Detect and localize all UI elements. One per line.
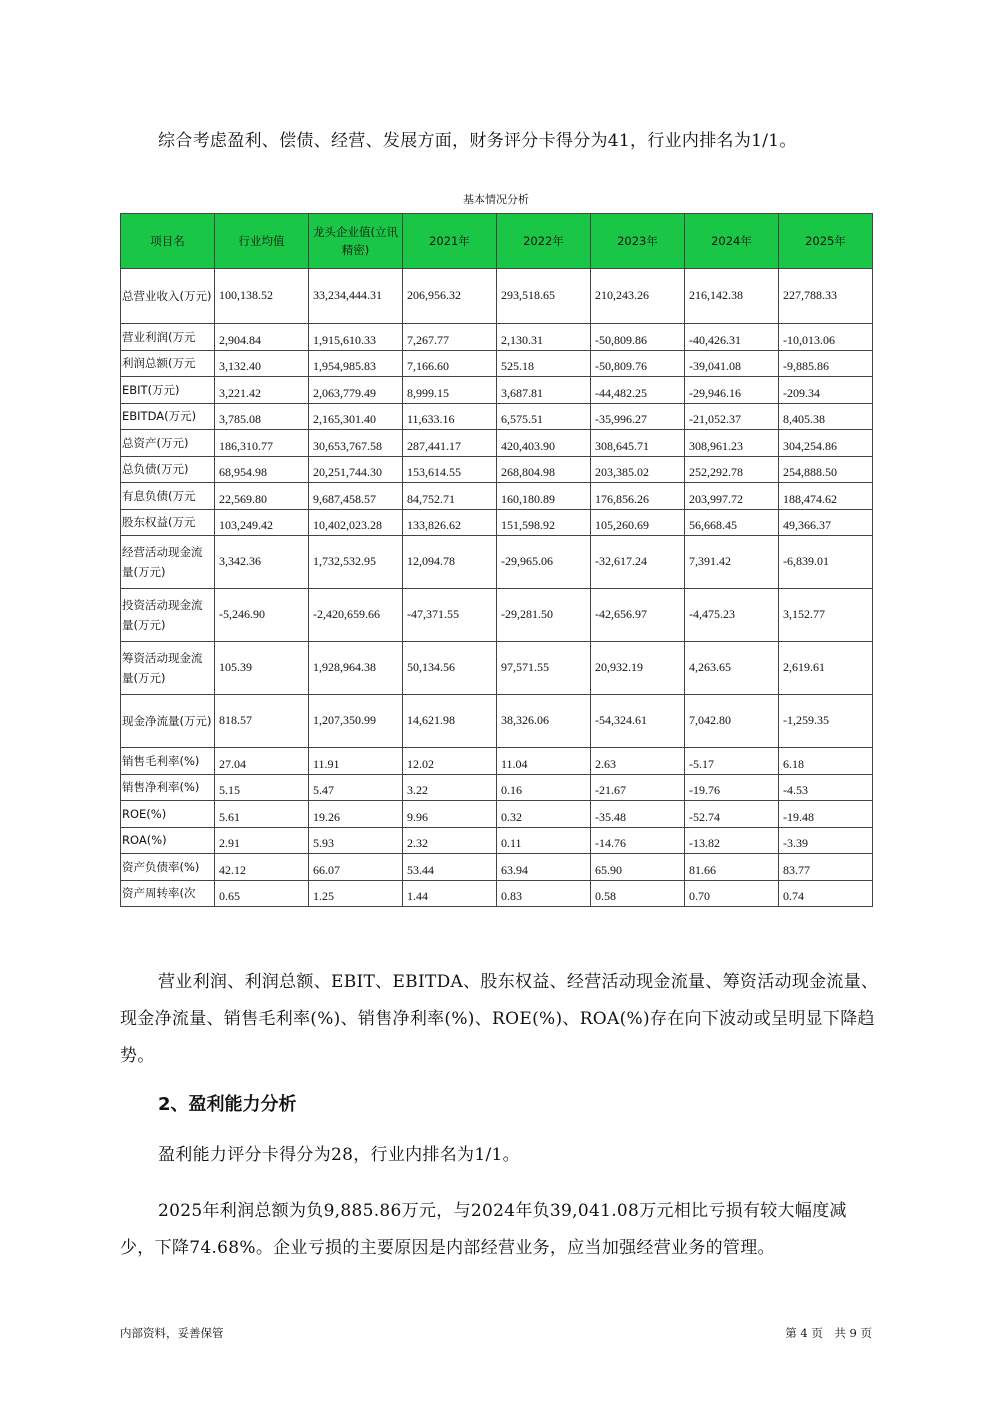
table-cell: 56,668.45 <box>685 509 779 536</box>
table-cell: 12,094.78 <box>403 536 497 589</box>
table-cell: 254,888.50 <box>779 456 873 483</box>
intro-paragraph: 综合考虑盈利、偿债、经营、发展方面，财务评分卡得分为41，行业内排名为1/1。 <box>158 131 797 151</box>
table-cell: 1,928,964.38 <box>309 642 403 695</box>
row-label: 股东权益(万元 <box>121 509 215 536</box>
row-label: 资产周转率(次 <box>121 880 215 907</box>
column-header: 2023年 <box>591 214 685 269</box>
table-cell: 65.90 <box>591 854 685 881</box>
table-cell: 151,598.92 <box>497 509 591 536</box>
table-cell: 186,310.77 <box>215 430 309 457</box>
column-header: 项目名 <box>121 214 215 269</box>
table-cell: 3,152.77 <box>779 589 873 642</box>
row-label: 经营活动现金流量(万元) <box>121 536 215 589</box>
row-label: 总资产(万元) <box>121 430 215 457</box>
table-cell: 2.63 <box>591 748 685 775</box>
table-cell: 66.07 <box>309 854 403 881</box>
table-cell: -47,371.55 <box>403 589 497 642</box>
table-cell: 11.04 <box>497 748 591 775</box>
table-cell: 203,385.02 <box>591 456 685 483</box>
table-row <box>121 403 873 430</box>
row-label: ROA(%) <box>121 827 215 854</box>
table-cell: 20,251,744.30 <box>309 456 403 483</box>
table-cell: 1.25 <box>309 880 403 907</box>
table-cell: 2,904.84 <box>215 324 309 351</box>
table-cell: 7,042.80 <box>685 695 779 748</box>
table-cell: 7,267.77 <box>403 324 497 351</box>
table-cell: 5.15 <box>215 774 309 801</box>
table-row <box>121 748 873 775</box>
table-row <box>121 642 873 695</box>
table-cell: 0.70 <box>685 880 779 907</box>
table-cell: 103,249.42 <box>215 509 309 536</box>
table-cell: 105,260.69 <box>591 509 685 536</box>
table-row <box>121 430 873 457</box>
table-cell: 38,326.06 <box>497 695 591 748</box>
table-cell: 12.02 <box>403 748 497 775</box>
score-paragraph: 盈利能力评分卡得分为28，行业内排名为1/1。 <box>158 1145 520 1165</box>
table-cell: 8,405.38 <box>779 403 873 430</box>
table-cell: 63.94 <box>497 854 591 881</box>
table-row <box>121 774 873 801</box>
table-cell: 2,619.61 <box>779 642 873 695</box>
table-cell: 5.47 <box>309 774 403 801</box>
table-cell: 9,687,458.57 <box>309 483 403 510</box>
table-cell: 105.39 <box>215 642 309 695</box>
column-header: 2024年 <box>685 214 779 269</box>
table-cell: 2.32 <box>403 827 497 854</box>
table-cell: 287,441.17 <box>403 430 497 457</box>
row-label: 销售净利率(%) <box>121 774 215 801</box>
table-cell: 11.91 <box>309 748 403 775</box>
table-body <box>121 269 873 907</box>
table-cell: -35,996.27 <box>591 403 685 430</box>
table-cell: -5,246.90 <box>215 589 309 642</box>
table-cell: 14,621.98 <box>403 695 497 748</box>
table-cell: 2.91 <box>215 827 309 854</box>
table-row <box>121 483 873 510</box>
table-caption: 基本情况分析 <box>463 193 529 206</box>
table-cell: 27.04 <box>215 748 309 775</box>
table-cell: 176,856.26 <box>591 483 685 510</box>
table-cell: 3.22 <box>403 774 497 801</box>
table-cell: 6.18 <box>779 748 873 775</box>
table-cell: 11,633.16 <box>403 403 497 430</box>
table-cell: 3,342.36 <box>215 536 309 589</box>
table-cell: 3,221.42 <box>215 377 309 404</box>
column-header: 2025年 <box>779 214 873 269</box>
table-cell: -10,013.06 <box>779 324 873 351</box>
table-cell: 304,254.86 <box>779 430 873 457</box>
table-cell: 49,366.37 <box>779 509 873 536</box>
table-cell: 6,575.51 <box>497 403 591 430</box>
row-label: 有息负债(万元 <box>121 483 215 510</box>
table-cell: 0.11 <box>497 827 591 854</box>
table-cell: 227,788.33 <box>779 269 873 324</box>
table-cell: -4,475.23 <box>685 589 779 642</box>
row-label: 筹资活动现金流量(万元) <box>121 642 215 695</box>
table-cell: 268,804.98 <box>497 456 591 483</box>
table-cell: -21,052.37 <box>685 403 779 430</box>
table-cell: -4.53 <box>779 774 873 801</box>
table-row <box>121 854 873 881</box>
table-row <box>121 695 873 748</box>
table-cell: 818.57 <box>215 695 309 748</box>
table-cell: 3,785.08 <box>215 403 309 430</box>
table-cell: 5.61 <box>215 801 309 828</box>
column-header: 行业均值 <box>215 214 309 269</box>
table-cell: -29,281.50 <box>497 589 591 642</box>
table-cell: 100,138.52 <box>215 269 309 324</box>
table-row <box>121 456 873 483</box>
table-cell: 84,752.71 <box>403 483 497 510</box>
table-cell: 2,165,301.40 <box>309 403 403 430</box>
table-cell: -209.34 <box>779 377 873 404</box>
trend-paragraph: 营业利润、利润总额、EBIT、EBITDA、股东权益、经营活动现金流量、筹资活动现金流量、现金净流量、销售毛利率(%)、销售净利率(%)、ROE(%)、ROA(%)存在向下波动或呈明显下降趋势。 <box>120 972 879 1066</box>
table-cell: 3,687.81 <box>497 377 591 404</box>
column-header: 龙头企业值(立讯精密) <box>309 214 403 269</box>
table-cell: -29,965.06 <box>497 536 591 589</box>
column-header: 2021年 <box>403 214 497 269</box>
table-cell: -19.76 <box>685 774 779 801</box>
table-cell: -1,259.35 <box>779 695 873 748</box>
table-cell: -42,656.97 <box>591 589 685 642</box>
table-cell: 133,826.62 <box>403 509 497 536</box>
table-row <box>121 350 873 377</box>
table-cell: 153,614.55 <box>403 456 497 483</box>
column-header: 2022年 <box>497 214 591 269</box>
table-row <box>121 536 873 589</box>
table-cell: 216,142.38 <box>685 269 779 324</box>
table-cell: 0.32 <box>497 801 591 828</box>
row-label: ROE(%) <box>121 801 215 828</box>
table-cell: -40,426.31 <box>685 324 779 351</box>
table-cell: 9.96 <box>403 801 497 828</box>
table-cell: 308,645.71 <box>591 430 685 457</box>
profit-detail-paragraph: 2025年利润总额为负9,885.86万元，与2024年负39,041.08万元相比亏损有较大幅度减少，下降74.68%。企业亏损的主要原因是内部经营业务，应当加强经营业务的管理。 <box>120 1201 847 1258</box>
table-cell: 7,391.42 <box>685 536 779 589</box>
table-cell: -50,809.86 <box>591 324 685 351</box>
table-cell: -29,946.16 <box>685 377 779 404</box>
row-label: 现金净流量(万元) <box>121 695 215 748</box>
financial-table <box>120 213 873 907</box>
table-cell: 42.12 <box>215 854 309 881</box>
row-label: 总营业收入(万元) <box>121 269 215 324</box>
row-label: 营业利润(万元 <box>121 324 215 351</box>
table-cell: 5.93 <box>309 827 403 854</box>
table-cell: 83.77 <box>779 854 873 881</box>
table-cell: 50,134.56 <box>403 642 497 695</box>
table-cell: 1,915,610.33 <box>309 324 403 351</box>
table-cell: 1,954,985.83 <box>309 350 403 377</box>
table-cell: -39,041.08 <box>685 350 779 377</box>
table-cell: 252,292.78 <box>685 456 779 483</box>
row-label: 投资活动现金流量(万元) <box>121 589 215 642</box>
table-cell: 22,569.80 <box>215 483 309 510</box>
table-row <box>121 377 873 404</box>
table-row <box>121 509 873 536</box>
section-heading: 2、盈利能力分析 <box>158 1094 297 1115</box>
table-cell: -54,324.61 <box>591 695 685 748</box>
table-row <box>121 269 873 324</box>
table-cell: 0.74 <box>779 880 873 907</box>
table-cell: -9,885.86 <box>779 350 873 377</box>
table-cell: 160,180.89 <box>497 483 591 510</box>
table-cell: 0.83 <box>497 880 591 907</box>
row-label: 利润总额(万元 <box>121 350 215 377</box>
table-cell: -2,420,659.66 <box>309 589 403 642</box>
table-cell: -44,482.25 <box>591 377 685 404</box>
table-cell: -3.39 <box>779 827 873 854</box>
table-cell: 210,243.26 <box>591 269 685 324</box>
table-row <box>121 589 873 642</box>
table-row <box>121 324 873 351</box>
table-row <box>121 827 873 854</box>
table-cell: 7,166.60 <box>403 350 497 377</box>
table-cell: 0.16 <box>497 774 591 801</box>
table-cell: -19.48 <box>779 801 873 828</box>
table-cell: -5.17 <box>685 748 779 775</box>
table-cell: 33,234,444.31 <box>309 269 403 324</box>
footer-page-number: 第 4 页 共 9 页 <box>785 1326 872 1340</box>
table-row <box>121 801 873 828</box>
table-cell: 81.66 <box>685 854 779 881</box>
table-cell: 308,961.23 <box>685 430 779 457</box>
table-cell: 1.44 <box>403 880 497 907</box>
table-cell: 293,518.65 <box>497 269 591 324</box>
row-label: 总负债(万元) <box>121 456 215 483</box>
row-label: 销售毛利率(%) <box>121 748 215 775</box>
table-cell: 420,403.90 <box>497 430 591 457</box>
table-cell: 1,732,532.95 <box>309 536 403 589</box>
table-cell: 203,997.72 <box>685 483 779 510</box>
table-cell: 68,954.98 <box>215 456 309 483</box>
table-row <box>121 880 873 907</box>
table-cell: -6,839.01 <box>779 536 873 589</box>
table-cell: 30,653,767.58 <box>309 430 403 457</box>
table-cell: -32,617.24 <box>591 536 685 589</box>
table-cell: 1,207,350.99 <box>309 695 403 748</box>
table-cell: 10,402,023.28 <box>309 509 403 536</box>
table-cell: -50,809.76 <box>591 350 685 377</box>
table-cell: 206,956.32 <box>403 269 497 324</box>
table-cell: 0.58 <box>591 880 685 907</box>
table-cell: 4,263.65 <box>685 642 779 695</box>
table-cell: 0.65 <box>215 880 309 907</box>
table-cell: 525.18 <box>497 350 591 377</box>
table-cell: -52.74 <box>685 801 779 828</box>
table-cell: 53.44 <box>403 854 497 881</box>
row-label: EBIT(万元) <box>121 377 215 404</box>
table-cell: 97,571.55 <box>497 642 591 695</box>
footer-confidential: 内部资料，妥善保管 <box>120 1326 224 1340</box>
table-cell: 188,474.62 <box>779 483 873 510</box>
table-cell: 2,130.31 <box>497 324 591 351</box>
table-cell: 8,999.15 <box>403 377 497 404</box>
table-cell: -14.76 <box>591 827 685 854</box>
table-cell: 2,063,779.49 <box>309 377 403 404</box>
table-cell: 20,932.19 <box>591 642 685 695</box>
row-label: EBITDA(万元) <box>121 403 215 430</box>
table-cell: -21.67 <box>591 774 685 801</box>
table-header-row <box>121 214 873 269</box>
table-cell: 19.26 <box>309 801 403 828</box>
row-label: 资产负债率(%) <box>121 854 215 881</box>
table-cell: 3,132.40 <box>215 350 309 377</box>
table-cell: -13.82 <box>685 827 779 854</box>
table-cell: -35.48 <box>591 801 685 828</box>
